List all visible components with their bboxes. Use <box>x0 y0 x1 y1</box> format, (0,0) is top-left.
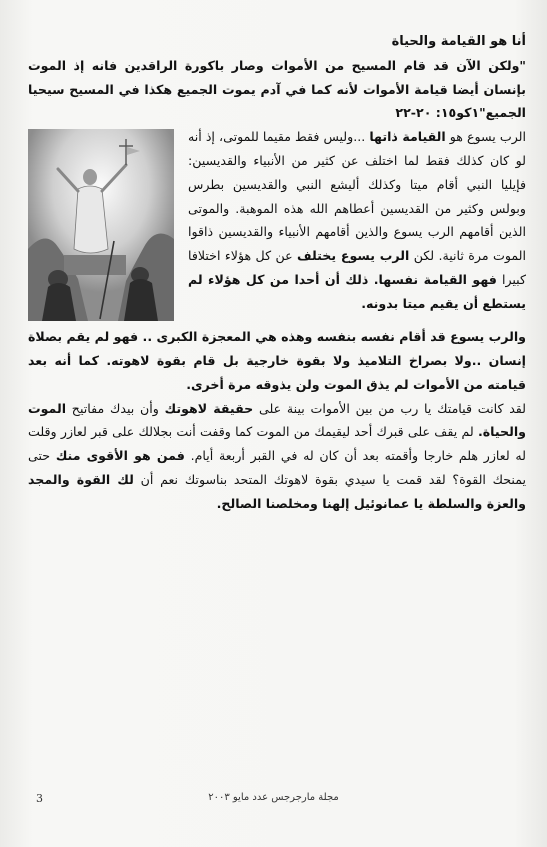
paragraph-3-text-a: لقد كانت قيامتك يا رب من بين الأموات بينة على <box>253 400 527 416</box>
paragraph-1-text-b: ...وليس فقط مقيما للموتى، إذ أنه لو كان كذلك فقط لما اختلف عن كثير من الأنبياء والقديسين: فإيليا النبي أقام ميتا وكذلك أليشع النبي والقديسين بطرس وبولس وكثير من القديسين أعطاهم الله هذه الموهبة. والموتى الذين أقامهم الرب يسوع والذين أقامهم الأنبياء والقديسين ذاقوا الموت مرة ثانية. لكن <box>188 129 526 264</box>
paragraph-1-bold-a: القيامة ذاتها <box>369 129 446 145</box>
paragraph-3-bold-c: فمن هو الأقوى منك <box>55 448 185 464</box>
article-body <box>28 30 526 516</box>
paragraph-1 <box>28 125 526 315</box>
paragraph-3-bold-d: لك القوة والمجد والعزة والسلطة يا عمانوئيل إلهنا ومخلصنا الصالح. <box>28 471 526 511</box>
paragraph-3-text-d: حتى يمنحك القوة؟ لقد قمت يا سيدي بقوة لاهوتك المتحد بناسوتك نعم أن <box>28 448 526 487</box>
article-heading: أنا هو القيامة والحياة <box>391 34 526 49</box>
paragraph-1-bold-b: الرب يسوع يختلف <box>297 248 410 264</box>
resurrection-illustration <box>28 129 174 321</box>
page-footer <box>0 786 547 810</box>
resurrection-image <box>28 129 174 321</box>
scripture-quote: "ولكن الآن قد قام المسيح من الأموات وصار باكورة الراقدين فانه إذ الموت بإنسان أيضا قيامة الأموات لأنه كما في آدم يموت الجميع هكذا في المسيح سيحيا الجميع"١كو١٥: ٢٠-٢٢ <box>28 57 526 121</box>
paragraph-3-text-b: وأن بيدك مفاتيح <box>66 400 165 416</box>
page-number: 3 <box>36 792 43 805</box>
footer-caption: مجلة مارجرجس عدد مايو ٢٠٠٣ <box>208 792 339 803</box>
paragraph-3 <box>28 397 526 516</box>
paragraph-1-bold-c: فهو القيامة نفسها. ذلك أن أحدا من كل هؤلاء لم يستطع أن يقيم ميتا بدونه. <box>188 271 526 311</box>
paragraph-2: والرب يسوع قد أقام نفسه بنفسه وهذه هي المعجزة الكبرى .. فهو لم يقم بصلاة إنسان ..ولا بصراخ التلاميذ ولا بقوة خارجية بل قام بقوة لاهوته. كما أنه بعد قيامته من الأموات لم يذق الموت ولن يذوقه مرة أخرى. <box>28 329 526 392</box>
paragraph-3-bold-b: الموت والحياة. <box>28 400 526 440</box>
paragraph-3-text-c: لم يقف على قبرك أحد ليقيمك من الموت كما وقفت أنت بجلالك على قبر لعازر وقلت له لعازر هلم خارجا وأقمته بعد أن كان له في القبر أربعة أيام. <box>28 424 526 464</box>
paragraph-1-text-c: عن كل هؤلاء اختلافا كبيرا <box>188 248 526 287</box>
paragraph-3-bold-a: حقيقة لاهوتك <box>164 400 254 416</box>
paragraph-1-text-a: الرب يسوع هو <box>445 129 526 145</box>
